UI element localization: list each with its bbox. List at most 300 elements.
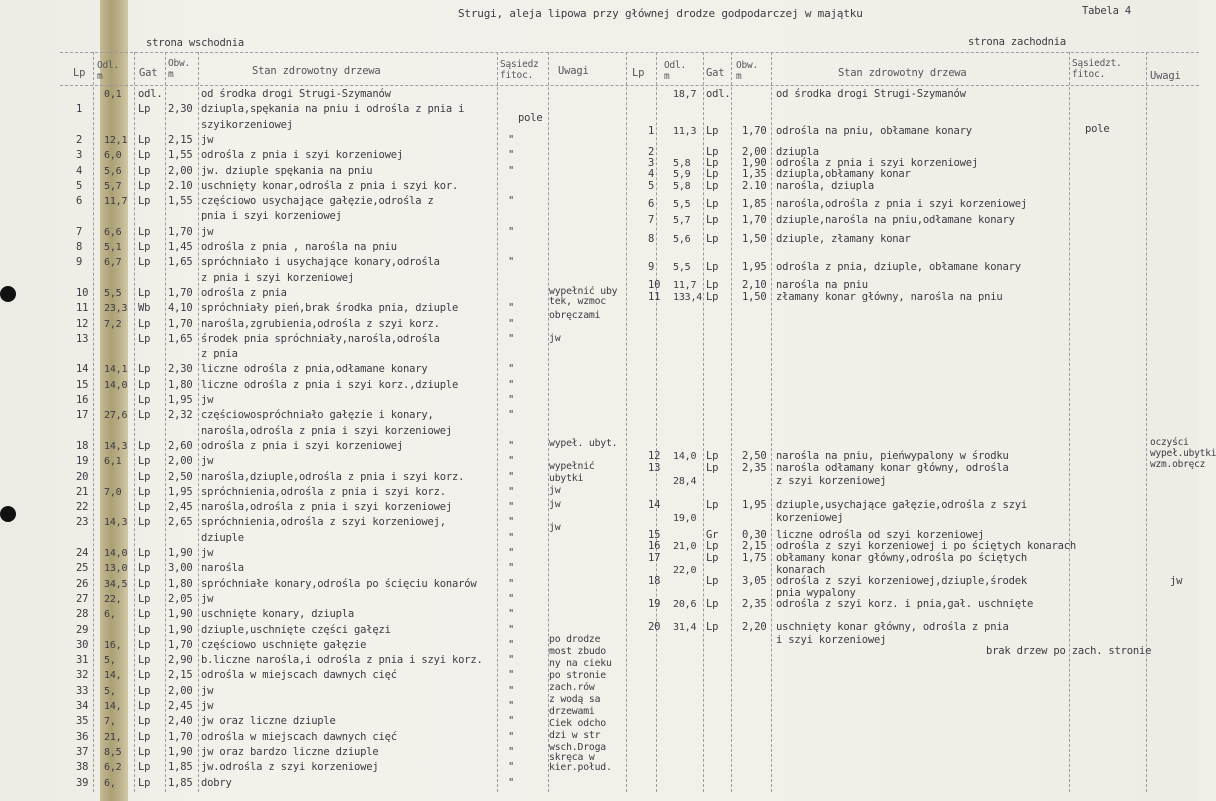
left-lp-cell: 3	[76, 149, 83, 161]
left-gat-cell: Lp	[138, 639, 151, 651]
left-lp-cell: 33	[76, 685, 89, 697]
left-obw-cell: 1,90	[168, 624, 193, 636]
right-uwagi-cell: wzm.obręcz	[1150, 459, 1206, 470]
left-obw-cell: 2,32	[168, 409, 193, 421]
right-stan-cell: odrośla z pnia, dziuple, obłamane konary	[776, 261, 1021, 273]
left-stan-cell: dziupla,spękania na pniu i odrośla z pnia i	[201, 103, 465, 115]
left-sas-cell: "	[508, 409, 515, 421]
left-odl-cell: 5,5	[104, 288, 122, 299]
left-odl-cell: 5,	[104, 655, 116, 666]
left-stan-cell: narośla,odrośla z pnia i szyi korzeniowej	[201, 425, 452, 437]
left-gat-cell: Lp	[138, 180, 151, 192]
left-odl-cell: 5,1	[104, 242, 122, 253]
left-stan-cell: odrośla z pnia i szyi korzeniowej	[201, 440, 404, 452]
left-sas-cell: "	[508, 669, 515, 681]
left-gat-cell: Lp	[138, 746, 151, 758]
right-stan-cell: złamany konar główny, narośla na pniu	[776, 291, 1003, 303]
left-lp-cell: 9	[76, 256, 83, 268]
right-obw-cell: 2,35	[742, 462, 767, 474]
right-stan-cell: odrośla na pniu, obłamane konary	[776, 125, 972, 137]
left-stan-cell: jw. dziuple spękania na pniu	[201, 165, 373, 177]
left-uwagi-cell: jw	[549, 333, 561, 344]
header-odl-left: Odl. m	[97, 60, 120, 82]
right-odl-cell: 20,6	[673, 599, 697, 610]
right-gat-cell: Lp	[706, 279, 719, 291]
left-uwagi-cell: wypełnić uby	[549, 286, 618, 297]
left-gat-cell: Lp	[138, 287, 151, 299]
left-uwagi-cell: z wodą sa	[549, 694, 601, 705]
right-obw-cell: 2,50	[742, 450, 767, 462]
left-lp-cell: 20	[76, 471, 89, 483]
left-stan-cell: dobry	[201, 777, 232, 789]
left-stan-cell: częściowo uschnięte gałęzie	[201, 639, 367, 651]
left-lp-cell: 23	[76, 516, 89, 528]
right-sas-first: pole	[1085, 123, 1110, 135]
right-odl-cell: 5,8	[673, 181, 691, 192]
left-obw-cell: 2,50	[168, 471, 193, 483]
footer-note: brak drzew po zach. stronie	[986, 645, 1152, 657]
left-lp-cell: 12	[76, 318, 89, 330]
left-gat-cell: Lp	[138, 394, 151, 406]
col-line	[703, 52, 704, 792]
left-gat-cell: Wb	[138, 302, 151, 314]
left-stan-cell: odrośla w miejscach dawnych cięć	[201, 731, 397, 743]
left-odl-cell: 27,6	[104, 410, 128, 421]
left-sas-cell: "	[508, 685, 515, 697]
right-stan-cell: narośla na pniu	[776, 279, 868, 291]
right-uwagi-cell: jw	[1170, 575, 1183, 587]
header-lp-right: Lp	[632, 67, 645, 79]
left-stan-cell: dziuple	[201, 532, 244, 544]
left-stan-cell: odrośla z pnia , narośla na pniu	[201, 241, 397, 253]
left-odl-cell: 14,1	[104, 364, 128, 375]
left-uwagi-cell: obręczami	[549, 310, 601, 321]
left-sas-cell: "	[508, 165, 515, 177]
header-sas-left: Sąsiedz fitoc.	[500, 59, 539, 81]
right-obw-cell: 1,85	[742, 198, 767, 210]
right-gat-cell: Lp	[706, 125, 719, 137]
right-lp-cell: 19	[648, 598, 661, 610]
left-gat-cell: Lp	[138, 363, 151, 375]
left-sas-cell: "	[508, 746, 515, 758]
left-gat-cell: Lp	[138, 241, 151, 253]
right-odl-cell: 22,0	[673, 565, 697, 576]
left-stan-cell: jw	[201, 226, 214, 238]
left-stan-cell: jw	[201, 685, 214, 697]
right-stan-cell: liczne odrośla od szyi korzeniowej	[776, 529, 985, 541]
right-lp-cell: 5	[648, 180, 655, 192]
left-uwagi-cell: ny na cieku	[549, 658, 612, 669]
left-sas-cell: "	[508, 501, 515, 513]
right-stan-cell: dziuple,narośla na pniu,odłamane konary	[776, 214, 1015, 226]
right-lp-cell: 18	[648, 575, 661, 587]
left-lp-cell: 2	[76, 134, 83, 146]
left-sas-cell: "	[508, 777, 515, 789]
left-obw-cell: 2,40	[168, 715, 193, 727]
left-lp-cell: 32	[76, 669, 89, 681]
left-obw-cell: 2,90	[168, 654, 193, 666]
header-obw-right: Obw. m	[736, 60, 759, 82]
left-gat-cell: Lp	[138, 486, 151, 498]
left-odl-cell: 6,	[104, 609, 116, 620]
right-gat-cell: Lp	[706, 450, 719, 462]
side-label-west: strona zachodnia	[968, 36, 1066, 48]
col-line	[548, 52, 549, 792]
left-gat-cell: Lp	[138, 455, 151, 467]
right-obw-cell: 2,15	[742, 540, 767, 552]
right-stan-cell: i szyi korzeniowej	[776, 634, 887, 646]
right-stan-cell: od środka drogi Strugi-Szymanów	[776, 88, 966, 100]
left-sas-cell: "	[508, 379, 515, 391]
left-sas-cell: "	[508, 715, 515, 727]
right-gat-cell: Lp	[706, 198, 719, 210]
left-odl-cell: 22,	[104, 594, 122, 605]
left-obw-cell: 1,65	[168, 256, 193, 268]
left-odl-cell: 7,2	[104, 319, 122, 330]
left-obw-cell: 1,85	[168, 761, 193, 773]
left-lp-cell: 14	[76, 363, 89, 375]
left-gat-cell: Lp	[138, 149, 151, 161]
left-odl-cell: 12,1	[104, 135, 128, 146]
left-obw-cell: 1,70	[168, 731, 193, 743]
left-lp-cell: 28	[76, 608, 89, 620]
right-lp-cell: 1	[648, 125, 655, 137]
right-lp-cell: 4	[648, 168, 655, 180]
left-odl-cell: 34,5	[104, 579, 128, 590]
left-obw-cell: 1,80	[168, 578, 193, 590]
right-lp-cell: 6	[648, 198, 655, 210]
left-stan-cell: jw	[201, 394, 214, 406]
right-stan-cell: dziuple, złamany konar	[776, 233, 911, 245]
left-obw-cell: 1,70	[168, 287, 193, 299]
left-sas-first: pole	[518, 112, 543, 124]
left-sas-cell: "	[508, 731, 515, 743]
right-odl-cell: 5,9	[673, 169, 691, 180]
left-stan-cell: z pnia	[201, 348, 238, 360]
left-stan-cell: spróchniały pień,brak środka pnia, dziuple	[201, 302, 459, 314]
left-gat-cell: Lp	[138, 409, 151, 421]
right-stan-cell: narośla na pniu, pieńwypalony w środku	[776, 450, 1009, 462]
right-gat-cell: Lp	[706, 291, 719, 303]
col-line	[165, 52, 166, 792]
right-obw-cell: 1,70	[742, 125, 767, 137]
left-obw-cell: 1,70	[168, 318, 193, 330]
right-lp-cell: 2	[648, 146, 655, 158]
right-stan-cell: narośla,odrośla z pnia i szyi korzeniowej	[776, 198, 1027, 210]
left-sas-cell: "	[508, 471, 515, 483]
right-gat-cell: Lp	[706, 462, 719, 474]
left-lp-cell: 4	[76, 165, 83, 177]
left-odl-cell: 16,	[104, 640, 122, 651]
right-stan-cell: dziuple,usychające gałęzie,odrośla z szyi	[776, 499, 1027, 511]
left-lp-cell: 19	[76, 455, 89, 467]
left-odl-cell: 7,	[104, 716, 116, 727]
left-gat-cell: Lp	[138, 165, 151, 177]
right-stan-cell: z szyi korzeniowej	[776, 475, 887, 487]
right-obw-cell: 2.10	[742, 180, 767, 192]
right-lp-cell: 14	[648, 499, 661, 511]
left-uwagi-cell: ubytki	[549, 473, 584, 484]
left-stan-cell: uschnięty konar,odrośla z pnia i szyi kor.	[201, 180, 459, 192]
left-gat-cell: Lp	[138, 578, 151, 590]
col-line	[656, 52, 657, 792]
left-sas-cell: "	[508, 455, 515, 467]
left-sas-cell: "	[508, 654, 515, 666]
right-obw-cell: 2,00	[742, 146, 767, 158]
left-lp-cell: 31	[76, 654, 89, 666]
right-obw-cell: 1,70	[742, 214, 767, 226]
header-stan-left: Stan zdrowotny drzewa	[252, 65, 381, 77]
left-sas-cell: "	[508, 256, 515, 268]
left-sas-cell: "	[508, 440, 515, 452]
header-lp-left: Lp	[73, 67, 86, 79]
right-gat-cell: Lp	[706, 146, 719, 158]
left-stan-cell: jw	[201, 455, 214, 467]
left-gat-cell: Lp	[138, 669, 151, 681]
left-lp-cell: 34	[76, 700, 89, 712]
left-odl-cell: 6,0	[104, 150, 122, 161]
left-odl-cell: 0,1	[104, 89, 122, 100]
right-lp-cell: 11	[648, 291, 661, 303]
left-obw-cell: 2,15	[168, 134, 193, 146]
left-stan-cell: odrośla z pnia	[201, 287, 287, 299]
right-stan-cell: konarach	[776, 564, 825, 576]
left-lp-cell: 39	[76, 777, 89, 789]
side-label-east: strona wschodnia	[146, 37, 244, 49]
left-stan-cell: narośla	[201, 562, 244, 574]
left-sas-cell: "	[508, 195, 515, 207]
left-lp-cell: 6	[76, 195, 83, 207]
right-obw-cell: 2,35	[742, 598, 767, 610]
left-stan-cell: jw	[201, 700, 214, 712]
punch-hole-top	[0, 286, 16, 302]
left-lp-cell: 16	[76, 394, 89, 406]
left-stan-cell: jw.odrośla z szyi korzeniowej	[201, 761, 379, 773]
col-line	[1069, 52, 1070, 792]
right-odl-cell: 14,0	[673, 451, 697, 462]
left-lp-cell: 7	[76, 226, 83, 238]
left-obw-cell: 2,65	[168, 516, 193, 528]
right-obw-cell: 0,30	[742, 529, 767, 541]
left-uwagi-cell: skręca w	[549, 752, 595, 763]
left-stan-cell: jw oraz bardzo liczne dziuple	[201, 746, 379, 758]
right-obw-cell: 1,50	[742, 233, 767, 245]
left-stan-cell: spróchnienia,odrośla z szyi korzeniowej,	[201, 516, 446, 528]
right-obw-cell: 1,95	[742, 261, 767, 273]
header-uwagi-left: Uwagi	[558, 65, 589, 77]
left-lp-cell: 1	[76, 103, 83, 115]
left-lp-cell: 17	[76, 409, 89, 421]
left-stan-cell: szyikorzeniowej	[201, 119, 293, 131]
left-uwagi-cell: dzi w str	[549, 730, 601, 741]
left-odl-cell: 14,0	[104, 548, 128, 559]
left-stan-cell: narośla,zgrubienia,odrośla z szyi korz.	[201, 318, 440, 330]
left-odl-cell: 14,3	[104, 441, 128, 452]
left-lp-cell: 37	[76, 746, 89, 758]
left-obw-cell: 2,00	[168, 165, 193, 177]
header-stan-right: Stan zdrowotny drzewa	[838, 67, 967, 79]
left-sas-cell: "	[508, 318, 515, 330]
left-stan-cell: częściowo usychające gałęzie,odrośla z	[201, 195, 434, 207]
left-stan-cell: częściowospróchniało gałęzie i konary,	[201, 409, 434, 421]
right-stan-cell: odrośla z szyi korz. i pnia,gał. uschnięte	[776, 598, 1034, 610]
left-lp-cell: 38	[76, 761, 89, 773]
left-gat-cell: Lp	[138, 777, 151, 789]
left-obw-cell: 2,60	[168, 440, 193, 452]
right-odl-cell: 18,7	[673, 89, 697, 100]
left-sas-cell: "	[508, 578, 515, 590]
left-gat-cell: Lp	[138, 562, 151, 574]
left-sas-cell: "	[508, 149, 515, 161]
right-odl-cell: 5,7	[673, 215, 691, 226]
right-lp-cell: 17	[648, 552, 661, 564]
left-odl-cell: 6,1	[104, 456, 122, 467]
right-obw-cell: 1,75	[742, 552, 767, 564]
left-obw-cell: 2,30	[168, 103, 193, 115]
left-uwagi-cell: jw	[549, 485, 561, 496]
left-gat-cell: Lp	[138, 547, 151, 559]
left-stan-cell: z pnia i szyi korzeniowej	[201, 272, 355, 284]
left-odl-cell: 6,2	[104, 762, 122, 773]
right-stan-cell: odrośla z szyi korzeniowej i po ściętych konarach	[776, 540, 1076, 552]
col-line	[626, 52, 627, 792]
left-odl-cell: 6,6	[104, 227, 122, 238]
right-lp-cell: 12	[648, 450, 661, 462]
left-obw-cell: 1,55	[168, 195, 193, 207]
right-gat-cell: Gr	[706, 529, 719, 541]
left-sas-cell: "	[508, 516, 515, 528]
right-gat-cell: Lp	[706, 180, 719, 192]
right-obw-cell: 1,35	[742, 168, 767, 180]
punch-hole-bottom	[0, 506, 16, 522]
left-gat-cell: Lp	[138, 256, 151, 268]
left-obw-cell: 2,00	[168, 455, 193, 467]
right-uwagi-cell: wypeł.ubytki	[1150, 448, 1216, 459]
right-obw-cell: 2,20	[742, 621, 767, 633]
col-line	[1146, 52, 1147, 792]
right-lp-cell: 16	[648, 540, 661, 552]
left-sas-cell: "	[508, 363, 515, 375]
header-bottom-rule	[60, 85, 1199, 86]
right-stan-cell: narośla odłamany konar główny, odrośla	[776, 462, 1009, 474]
left-obw-cell: 1,70	[168, 226, 193, 238]
left-stan-cell: b.liczne narośla,i odrośla z pnia i szyi korz.	[201, 654, 483, 666]
left-gat-cell: Lp	[138, 761, 151, 773]
left-lp-cell: 5	[76, 180, 83, 192]
left-stan-cell: liczne odrośla z pnia i szyi korz.,dziuple	[201, 379, 459, 391]
left-lp-cell: 22	[76, 501, 89, 513]
right-odl-cell: 5,8	[673, 158, 691, 169]
left-uwagi-cell: jw	[549, 522, 561, 533]
left-odl-cell: 23,3	[104, 303, 128, 314]
left-odl-cell: 14,3	[104, 517, 128, 528]
left-sas-cell: "	[508, 608, 515, 620]
left-uwagi-cell: wypełnić	[549, 461, 595, 472]
right-odl-cell: 28,4	[673, 476, 697, 487]
left-odl-cell: 14,	[104, 670, 122, 681]
left-obw-cell: 2,30	[168, 363, 193, 375]
right-gat-cell: Lp	[706, 540, 719, 552]
left-lp-cell: 18	[76, 440, 89, 452]
header-top-rule	[60, 52, 1199, 53]
left-stan-cell: jw	[201, 134, 214, 146]
left-obw-cell: 2,15	[168, 669, 193, 681]
left-gat-cell: Lp	[138, 624, 151, 636]
col-line	[134, 52, 135, 792]
right-stan-cell: odrośla z pnia i szyi korzeniowej	[776, 157, 979, 169]
left-uwagi-cell: kier.połud.	[549, 762, 612, 773]
left-lp-cell: 29	[76, 624, 89, 636]
left-gat-cell: Lp	[138, 608, 151, 620]
left-stan-cell: środek pnia spróchniały,narośla,odrośla	[201, 333, 440, 345]
right-gat-cell: Lp	[706, 598, 719, 610]
left-lp-cell: 26	[76, 578, 89, 590]
left-lp-cell: 10	[76, 287, 89, 299]
left-stan-cell: spróchniało i usychające konary,odrośla	[201, 256, 440, 268]
header-gat-right: Gat	[706, 67, 725, 79]
left-obw-cell: 2,05	[168, 593, 193, 605]
left-stan-cell: dziuple,uschnięte części gałęzi	[201, 624, 391, 636]
left-sas-cell: "	[508, 394, 515, 406]
right-obw-cell: 1,95	[742, 499, 767, 511]
left-uwagi-cell: zach.rów	[549, 682, 595, 693]
right-lp-cell: 13	[648, 462, 661, 474]
right-gat-cell: Lp	[706, 168, 719, 180]
left-lp-cell: 21	[76, 486, 89, 498]
left-stan-cell: jw	[201, 547, 214, 559]
left-lp-cell: 25	[76, 562, 89, 574]
right-gat-cell: Lp	[706, 552, 719, 564]
right-lp-cell: 9	[648, 261, 655, 273]
right-odl-cell: 21,0	[673, 541, 697, 552]
left-lp-cell: 24	[76, 547, 89, 559]
left-odl-cell: 5,7	[104, 181, 122, 192]
right-gat-cell: Lp	[706, 621, 719, 633]
right-odl-cell: 5,5	[673, 262, 691, 273]
header-odl-right: Odl. m	[664, 60, 687, 82]
left-lp-cell: 27	[76, 593, 89, 605]
left-sas-cell: "	[508, 761, 515, 773]
left-odl-cell: 14,	[104, 701, 122, 712]
left-odl-cell: 13,0	[104, 563, 128, 574]
left-stan-cell: jw	[201, 593, 214, 605]
left-gat-cell: Lp	[138, 379, 151, 391]
right-stan-cell: pnia wypalony	[776, 587, 856, 599]
left-odl-cell: 6,	[104, 778, 116, 789]
left-obw-cell: 1,95	[168, 486, 193, 498]
left-obw-cell: 2,45	[168, 700, 193, 712]
right-lp-cell: 7	[648, 214, 655, 226]
left-gat-cell: Lp	[138, 654, 151, 666]
left-lp-cell: 11	[76, 302, 89, 314]
left-sas-cell: "	[508, 302, 515, 314]
right-stan-cell: uschnięty konar główny, odrośla z pnia	[776, 621, 1009, 633]
left-stan-cell: spróchniałe konary,odrośla po ścięciu konarów	[201, 578, 477, 590]
left-gat-cell: Lp	[138, 134, 151, 146]
left-sas-cell: "	[508, 639, 515, 651]
left-lp-cell: 8	[76, 241, 83, 253]
left-odl-cell: 5,6	[104, 166, 122, 177]
left-stan-cell: narośla,odrośla z pnia i szyi korzeniowej	[201, 501, 452, 513]
header-uwagi-right: Uwagi	[1150, 70, 1181, 82]
right-odl-cell: 31,4	[673, 622, 697, 633]
right-odl-cell: 19,0	[673, 513, 697, 524]
right-obw-cell: 2,10	[742, 279, 767, 291]
left-odl-cell: 8,5	[104, 747, 122, 758]
left-sas-cell: "	[508, 593, 515, 605]
right-gat-cell: Lp	[706, 157, 719, 169]
left-gat-cell: Lp	[138, 715, 151, 727]
